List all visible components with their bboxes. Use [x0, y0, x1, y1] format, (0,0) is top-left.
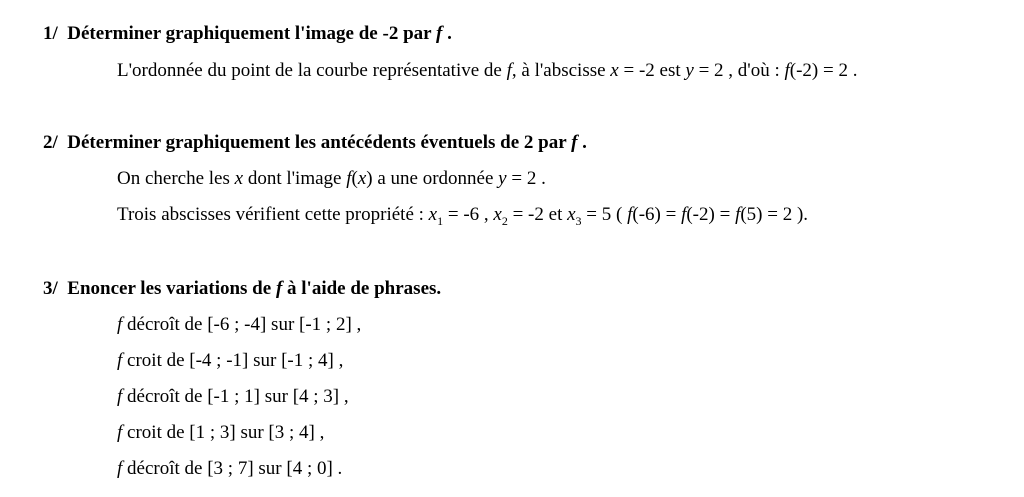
question-2-answer-line-1: On cherche les x dont l'image f(x) a une ordonnée y = 2 . [117, 168, 546, 189]
function-symbol: f [275, 278, 283, 299]
question-number: 3/ [43, 278, 58, 299]
variation-line: f décroît de [-6 ; -4] sur [-1 ; 2] , [117, 314, 362, 335]
question-3-heading: 3/ Enoncer les variations de f à l'aide de phrases. [43, 278, 442, 299]
question-number: 1/ [43, 23, 58, 44]
question-text: Déterminer graphiquement les antécédents éventuels de 2 par [67, 132, 572, 153]
question-number: 2/ [43, 132, 58, 153]
function-symbol: f [571, 132, 578, 153]
variation-line: f croit de [1 ; 3] sur [3 ; 4] , [117, 422, 325, 443]
variation-line: f décroît de [3 ; 7] sur [4 ; 0] . [117, 458, 343, 479]
question-1-answer: L'ordonnée du point de la courbe représentative de f, à l'abscisse x = -2 est y = 2 , d'où : f(-2) = 2 . [117, 60, 858, 81]
question-2-answer-line-2: Trois abscisses vérifient cette propriété : $x_1 = -6$ , $x_2 = -2$ et $x_3 = 5$ ( f(-6) = f(-2) = f(5) = 2 ). [117, 204, 809, 228]
question-1-heading: 1/ Déterminer graphiquement l'image de -2 par f . [43, 23, 452, 44]
variation-line: f croit de [-4 ; -1] sur [-1 ; 4] , [117, 350, 344, 371]
question-text: Déterminer graphiquement l'image de -2 par [67, 23, 436, 44]
question-text: Enoncer les variations de [67, 278, 276, 299]
function-symbol: f [435, 23, 443, 44]
variation-line: f décroît de [-1 ; 1] sur [4 ; 3] , [117, 386, 349, 407]
question-2-heading: 2/ Déterminer graphiquement les antécédents éventuels de 2 par f . [43, 132, 587, 153]
